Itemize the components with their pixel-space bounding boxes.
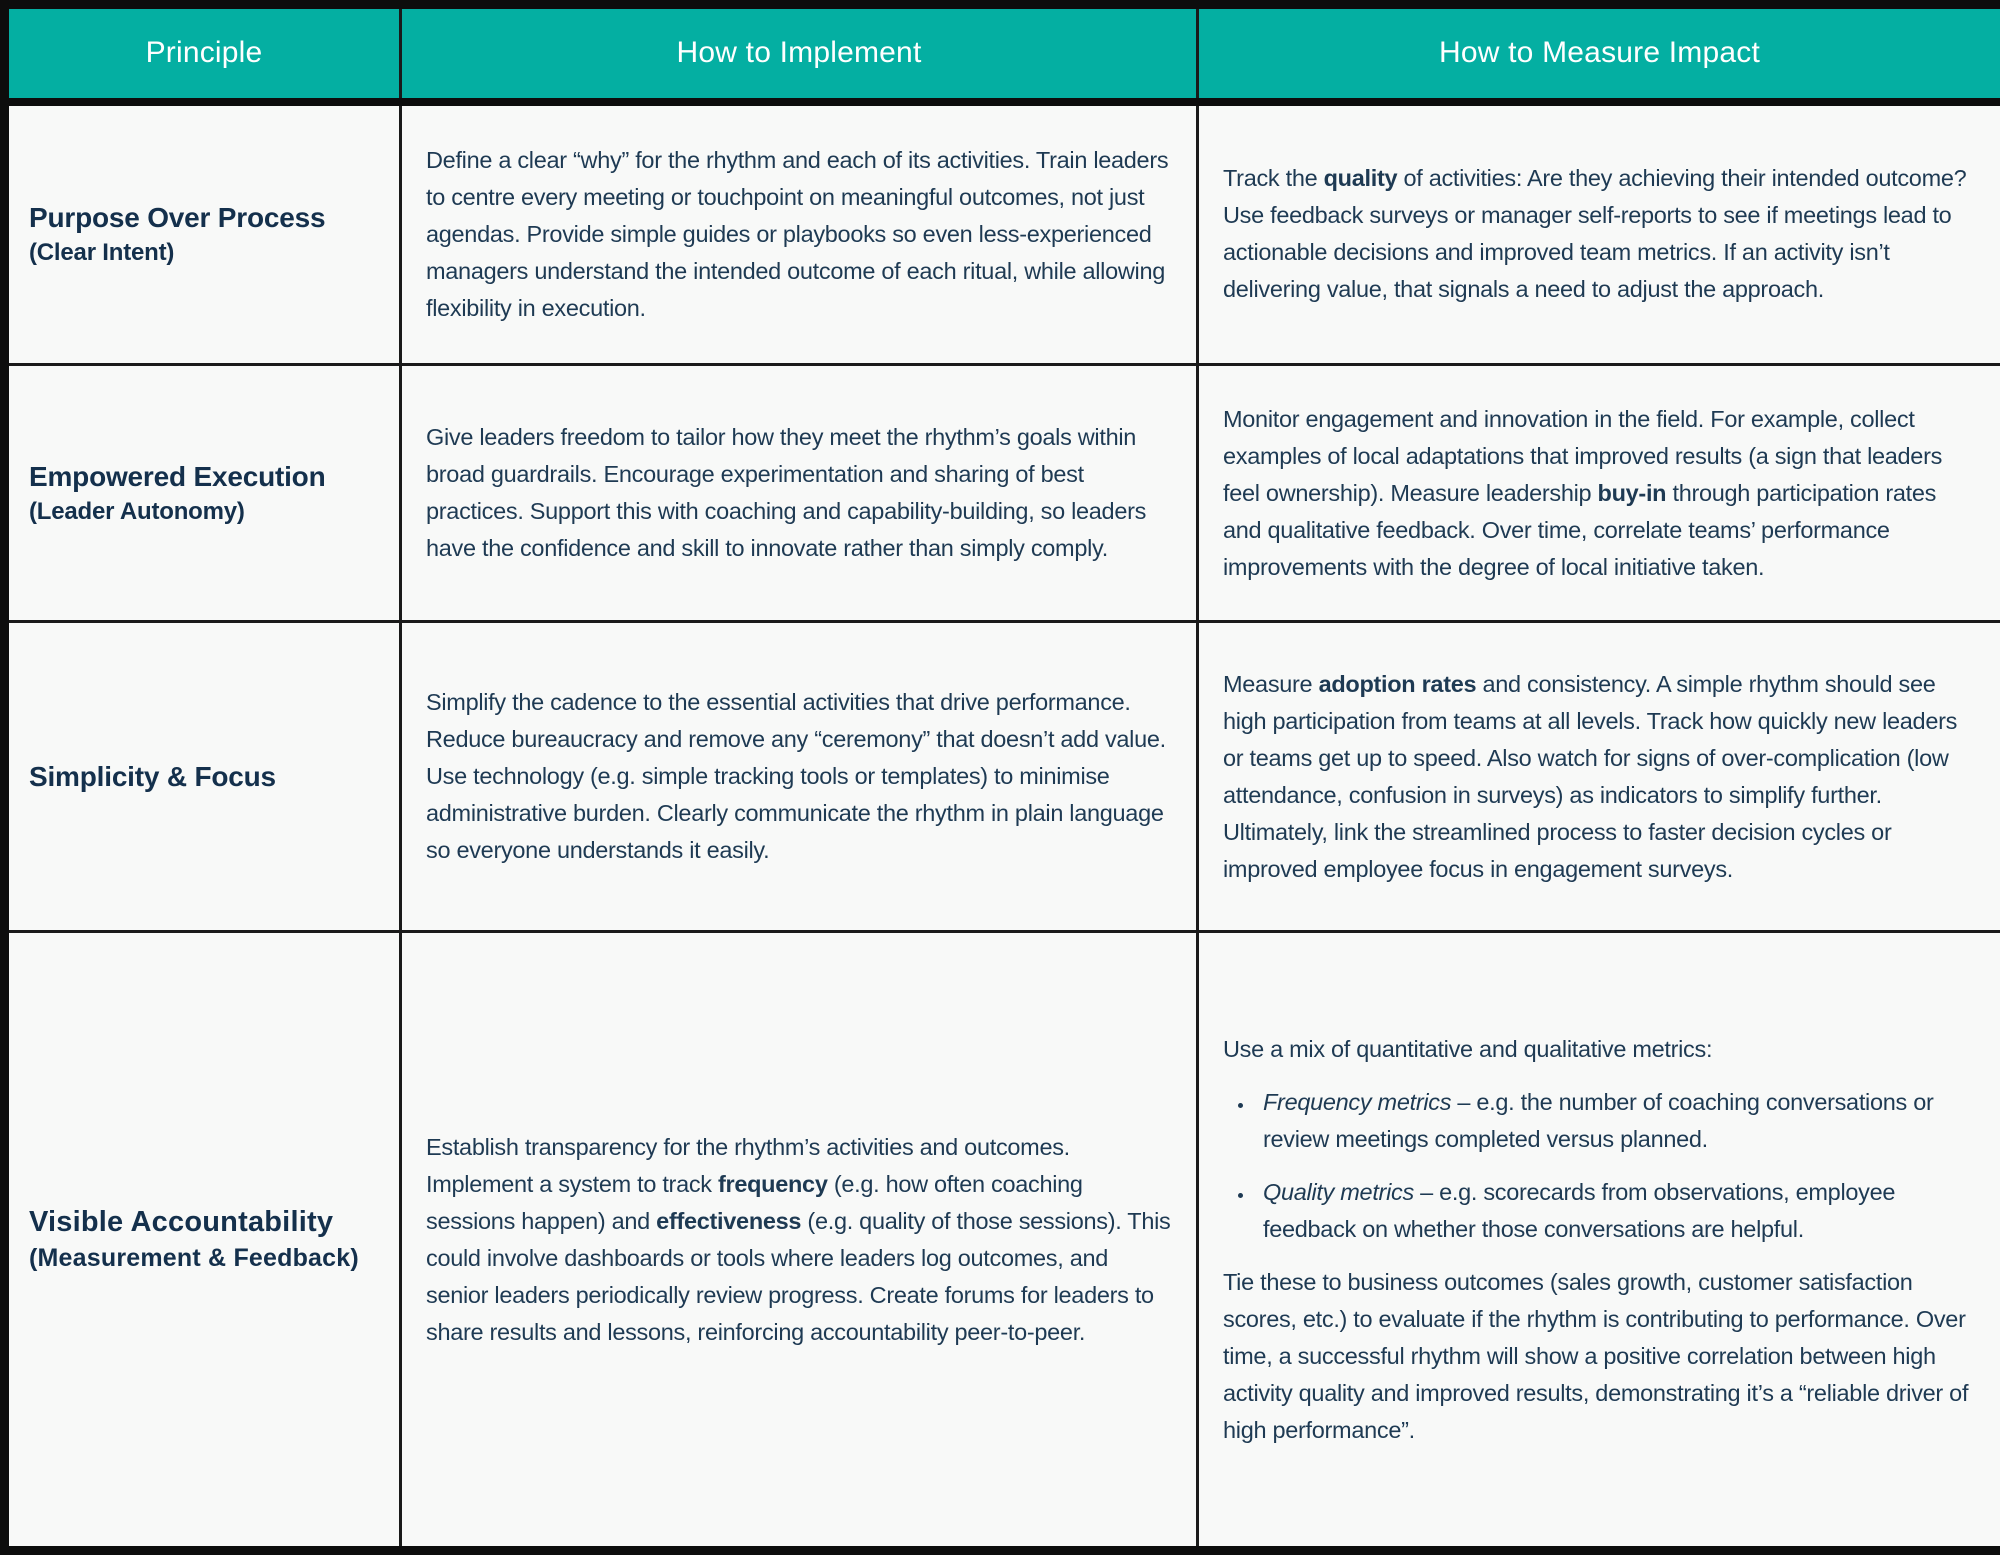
measure-text: Track the quality of activities: Are they achieving their intended outcome? Use feedback surveys or manager self-reports to see if meetings lead to actionable decisions and improved team metrics. If an activity isn’t delivering value, that signals a need to adjust the approach. xyxy=(1223,165,1967,303)
principle-title: Visible Accountability xyxy=(29,1206,334,1239)
measure-cell xyxy=(1198,102,2000,365)
implement-text: Give leaders freedom to tailor how they meet the rhythm’s goals within broad guardrails. Encourage experimentation and sharing of best practices. Support this with coaching and capability-building, so leaders have the confidence and skill to innovate rather than simply comply. xyxy=(426,424,1147,561)
principle-subtitle: (Leader Autonomy) xyxy=(29,497,245,525)
implement-cell xyxy=(401,622,1198,932)
table-row-visible-accountability xyxy=(5,932,2000,1551)
measure-cell xyxy=(1198,365,2000,622)
header-cell-implement: How to Implement xyxy=(401,5,1198,102)
principle-subtitle: (Clear Intent) xyxy=(29,238,175,266)
header-cell-principle: Principle xyxy=(5,5,401,102)
list-item-frequency-metrics: • Frequency metrics – e.g. the number of coaching conversations or review meetings completed versus planned. xyxy=(1255,1084,1976,1158)
measure-cell xyxy=(1198,622,2000,932)
implement-cell xyxy=(401,365,1198,622)
implement-text: Establish transparency for the rhythm’s activities and outcomes. Implement a system to track frequency (e.g. how often coaching sessions happen) and effectiveness (e.g. quality of those sessions). This could involve dashboards or tools where leaders log outcomes, and senior leaders periodically review progress. Create forums for leaders to share results and lessons, reinforcing accountability peer-to-peer. xyxy=(426,1133,1171,1345)
principle-cell xyxy=(5,932,401,1551)
principle-title: Simplicity & Focus xyxy=(29,760,276,792)
table-row-purpose-over-process xyxy=(5,102,2000,365)
principle-title: Purpose Over Process xyxy=(29,202,326,234)
header-row xyxy=(5,5,2000,102)
table-row-empowered-execution xyxy=(5,365,2000,622)
implement-text: Simplify the cadence to the essential activities that drive performance. Reduce bureaucracy and remove any “ceremony” that doesn’t add value. Use technology (e.g. simple tracking tools or templates) to minimise administrative burden. Clearly communicate the rhythm in plain language so everyone understands it easily. xyxy=(426,689,1166,863)
measure-text: Measure adoption rates and consistency. A simple rhythm should see high participation from teams at all levels. Track how quickly new leaders or teams get up to speed. Also watch for signs of over-complication (low attendance, confusion in surveys) as indicators to simplify further. Ultimately, link the streamlined process to faster decision cycles or improved employee focus in engagement surveys. xyxy=(1223,670,1958,882)
measure-intro-text: Use a mix of quantitative and qualitative metrics: xyxy=(1223,1035,1713,1062)
implement-text: Define a clear “why” for the rhythm and each of its activities. Train leaders to centre every meeting or touchpoint on meaningful outcomes, not just agendas. Provide simple guides or playbooks so even less-experienced managers understand the intended outcome of each ritual, while allowing flexibility in execution. xyxy=(426,146,1169,321)
implement-cell xyxy=(401,932,1198,1551)
measure-cell xyxy=(1198,932,2000,1551)
implement-cell xyxy=(401,102,1198,365)
header-cell-measure: How to Measure Impact xyxy=(1198,5,2000,102)
measure-text: Monitor engagement and innovation in the field. For example, collect examples of local adaptations that improved results (a sign that leaders feel ownership). Measure leadership buy-in through participation rates and qualitative feedback. Over time, correlate teams’ performance improvements with the degree of local initiative taken. xyxy=(1223,405,1943,580)
table-row-simplicity-focus xyxy=(5,622,2000,932)
measure-bullet-list xyxy=(1223,1084,1976,1248)
principle-cell xyxy=(5,365,401,622)
list-item-quality-metrics: • Quality metrics – e.g. scorecards from observations, employee feedback on whether those conversations are helpful. xyxy=(1255,1174,1976,1248)
principle-title: Empowered Execution xyxy=(29,460,326,492)
principle-cell xyxy=(5,622,401,932)
principle-subtitle: (Measurement & Feedback) xyxy=(29,1244,359,1273)
measure-final-text: Tie these to business outcomes (sales growth, customer satisfaction scores, etc.) to evaluate if the rhythm is contributing to performance. Over time, a successful rhythm will show a positive correlation between high activity quality and improved results, demonstrating it’s a “reliable driver of high performance”. xyxy=(1223,1268,1969,1443)
principle-cell xyxy=(5,102,401,365)
